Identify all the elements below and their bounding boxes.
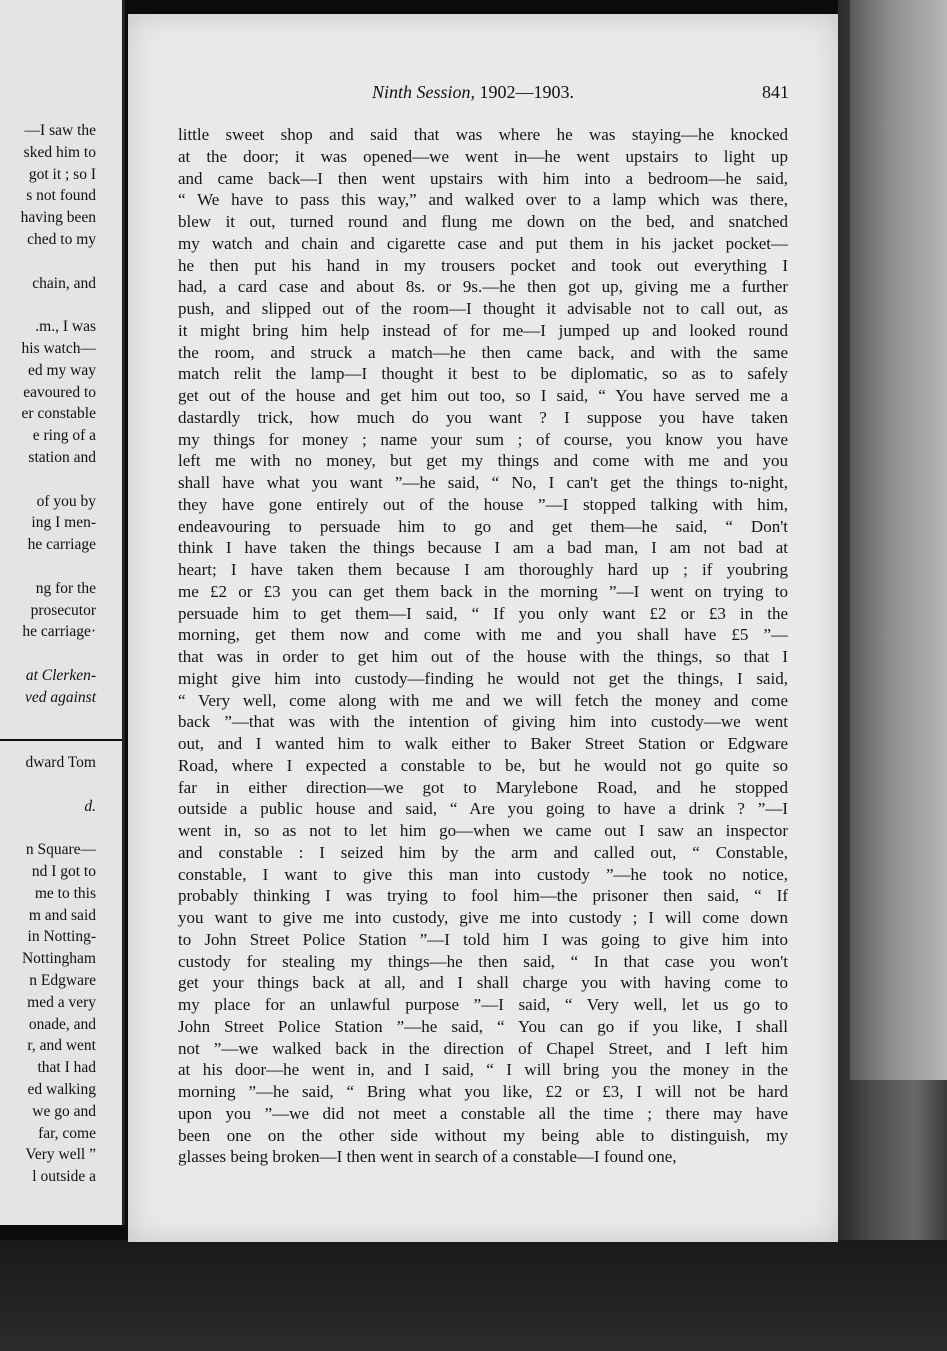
left-page-line: [0, 643, 96, 665]
left-page-line: he carriage: [27, 536, 96, 554]
left-page-line: prosecutor: [30, 601, 96, 619]
bottom-shadow: [0, 1240, 947, 1351]
body-line: think I have taken the things because I am a bad man, I am not bad at: [178, 538, 788, 558]
body-line: endeavouring to persuade him to go and get them—he said, “ Don't: [178, 516, 788, 536]
left-page-line: [0, 818, 96, 840]
left-page-line: got it ; so I: [28, 165, 96, 183]
page-841: [128, 14, 838, 1242]
body-line: left me with no money, but get my things and come with me and you: [178, 451, 788, 471]
left-page-line: ed my way: [27, 361, 96, 379]
left-page-line: Nottingham: [21, 950, 96, 968]
body-line: my things for money ; name your sum ; of course, you know you have: [178, 429, 788, 449]
body-line: get your things back at all, and I shall charge you with having come to: [178, 973, 788, 993]
left-page-line: his watch—: [21, 339, 96, 357]
left-page-line: d.: [84, 797, 96, 815]
running-head: [128, 76, 838, 106]
session-title: Ninth Session: [372, 82, 471, 102]
body-line: he then put his hand in my trousers pocket and took out everything I: [178, 255, 788, 275]
left-page-line: [0, 469, 96, 491]
body-line: heart; I have taken them because I am thoroughly hard up ; if youbring: [178, 560, 788, 579]
left-page-line: ved against: [24, 688, 96, 706]
left-page-line: eavoured to: [23, 383, 96, 401]
left-page-line: —I saw the: [24, 122, 96, 139]
left-page-line: sked him to: [23, 143, 96, 161]
body-line: they have gone entirely out of the house ”—I stopped talking with him,: [178, 494, 788, 514]
page-number: 841: [762, 82, 789, 102]
body-line: match relit the lamp—I thought it best to be diplomatic, so as to safely: [178, 364, 788, 384]
body-line: and constable : I seized him by the arm and called out, “ Constable,: [178, 842, 788, 862]
body-line: persuade him to get them—I said, “ If you only want £2 or £3 in the: [178, 603, 788, 623]
left-page-line: r, and went: [27, 1037, 96, 1055]
left-page-line: he carriage·: [22, 623, 96, 641]
left-page-line: ched to my: [27, 230, 96, 248]
left-page-text: [0, 120, 96, 1188]
left-page-line: of you by: [36, 492, 96, 510]
body-line: upon you ”—we did not meet a constable all the time ; there may have: [178, 1103, 788, 1123]
left-page-line: ng for the: [35, 579, 96, 597]
left-page-line: in Notting-: [27, 928, 96, 946]
left-page-line: [0, 556, 96, 578]
left-page-line: ed walking: [27, 1081, 96, 1099]
left-page-line: we go and: [32, 1102, 96, 1120]
left-page-line: Very well ”: [25, 1146, 96, 1164]
left-page-line: me to this: [34, 884, 96, 902]
left-page-line: er constable: [21, 405, 96, 423]
body-line: shall have what you want ”—he said, “ No, I can't get the things to-night,: [178, 473, 788, 492]
scanner-bed-edge: [850, 0, 947, 1080]
left-page-line: l outside a: [32, 1168, 96, 1186]
body-line: back ”—that was with the intention of giving him into custody—we went: [178, 712, 788, 732]
body-line: been one on the other side without my being able to distinguish, my: [178, 1125, 788, 1145]
body-line: me £2 or £3 you can get them back in the morning ”—I went on trying to: [178, 581, 788, 601]
left-page-line: dward Tom: [25, 754, 96, 772]
body-line: constable, I want to give this man into custody ”—he took no notice,: [178, 864, 788, 884]
session-years: 1902—1903.: [479, 82, 575, 102]
left-page-line: [0, 774, 96, 796]
body-line: morning, get them now and come with me and you shall have £5 ”—: [178, 625, 788, 645]
body-line: “ We have to pass this way,” and walked over to a lamp which was there,: [178, 190, 788, 210]
body-line: John Street Police Station ”—he said, “ You can go if you like, I shall: [178, 1016, 788, 1036]
body-line: out, and I wanted him to walk either to Baker Street Station or Edgware: [178, 734, 788, 753]
body-line: not ”—we walked back in the direction of Chapel Street, and I left him: [178, 1038, 788, 1058]
left-page-line: having been: [20, 209, 96, 227]
body-line: get out of the house and get him out too, so I said, “ You have served me a: [178, 386, 788, 405]
body-line: custody for stealing my things—he then said, “ In that case you won't: [178, 951, 788, 971]
left-page-line: [0, 730, 96, 752]
body-line: went in, so as not to let him go—when we came out I saw an inspector: [178, 821, 788, 840]
body-line: at the door; it was opened—we went in—he went upstairs to light up: [178, 146, 788, 166]
left-page-line: far, come: [38, 1124, 96, 1142]
body-line: morning ”—he said, “ Bring what you like, £2 or £3, I will not be hard: [178, 1082, 788, 1101]
body-line: it might bring him help instead of for me—I jumped up and looked round: [178, 320, 788, 340]
left-page-line: station and: [28, 448, 96, 466]
body-line: “ Very well, come along with me and we will fetch the money and come: [178, 690, 788, 710]
left-page-line: .m., I was: [35, 318, 96, 336]
body-line: that was in order to get him out of the house with the things, so that I: [178, 647, 788, 666]
left-page-line: [0, 709, 96, 731]
left-page-line: n Edgware: [29, 972, 96, 990]
section-rule: [0, 739, 122, 741]
left-page-line: [0, 294, 96, 316]
left-page-line: s not found: [26, 187, 96, 205]
body-line: my watch and chain and cigarette case and put them in his jacket pocket—: [178, 233, 788, 253]
left-page-line: n Square—: [25, 841, 96, 859]
left-page-line: m and said: [28, 906, 96, 924]
running-head-title: Ninth Session, 1902—1903.: [372, 82, 575, 102]
left-page-line: that I had: [37, 1059, 96, 1077]
left-page-line: e ring of a: [32, 427, 96, 445]
body-text: [178, 124, 788, 1168]
body-line: far in either direction—we got to Marylebone Road, and he stopped: [178, 777, 788, 797]
body-line: dastardly trick, how much do you want ? I suppose you have taken: [178, 407, 788, 427]
body-line: and came back—I then went upstairs with him into a bedroom—he said,: [178, 168, 788, 188]
body-line: probably thinking I was trying to fool him—the prisoner then said, “ If: [178, 886, 788, 906]
left-facing-page: [0, 0, 125, 1225]
left-page-line: [0, 251, 96, 273]
body-line: outside a public house and said, “ Are you going to have a drink ? ”—I: [178, 799, 788, 819]
body-line: to John Street Police Station ”—I told him I was going to give him into: [178, 929, 788, 949]
body-line: little sweet shop and said that was where he was staying—he knocked: [178, 125, 788, 144]
left-page-line: nd I got to: [31, 863, 96, 881]
body-line: had, a card case and about 8s. or 9s.—he then got up, giving me a further: [178, 277, 788, 297]
left-page-line: onade, and: [28, 1015, 96, 1033]
left-page-line: chain, and: [32, 274, 96, 292]
body-line: blew it out, turned round and flung me down on the bed, and snatched: [178, 212, 788, 231]
body-line: you want to give me into custody, give me into custody ; I will come down: [178, 908, 788, 927]
left-page-line: ing I men-: [31, 514, 96, 532]
left-page-line: at Clerken-: [25, 666, 96, 684]
body-line: push, and slipped out of the room—I thought it advisable not to call out, as: [178, 299, 788, 318]
body-line: the room, and struck a match—he then came back, and with the same: [178, 342, 788, 362]
body-line: glasses being broken—I then went in search of a constable—I found one,: [178, 1147, 677, 1167]
body-line: at his door—he went in, and I said, “ I will bring you the money in the: [178, 1060, 788, 1080]
body-line: my place for an unlawful purpose ”—I said, “ Very well, let us go to: [178, 995, 788, 1014]
body-line: Road, where I expected a constable to be, but he would not go quite so: [178, 755, 788, 775]
left-page-line: med a very: [27, 993, 96, 1011]
body-line: might give him into custody—finding he would not get the things, I said,: [178, 668, 788, 688]
